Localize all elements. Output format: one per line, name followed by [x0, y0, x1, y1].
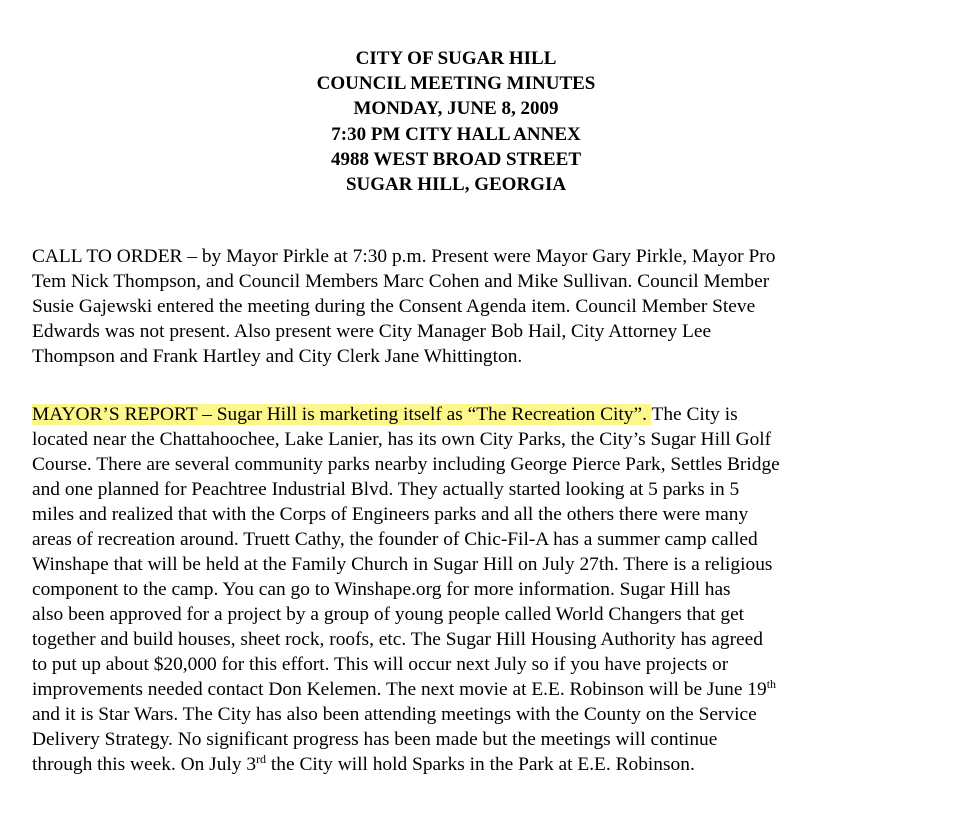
header-meeting-date: MONDAY, JUNE 8, 2009 — [353, 98, 559, 120]
paragraph-line — [32, 402, 912, 427]
paragraph-line — [32, 677, 912, 702]
document-header — [0, 46, 912, 197]
mayors-report-paragraph — [32, 402, 912, 777]
paragraph-line: component to the camp. You can go to Winshape.org for more information. Sugar Hill has — [32, 579, 731, 600]
paragraph-line: Tem Nick Thompson, and Council Members Marc Cohen and Mike Sullivan. Council Member — [32, 271, 770, 292]
paragraph-line: also been approved for a project by a group of young people called World Changers that get — [32, 604, 745, 625]
line-text: improvements needed contact Don Kelemen. The next movie at E.E. Robinson will be June 19 — [32, 679, 767, 700]
paragraph-line: located near the Chattahoochee, Lake Lanier, has its own City Parks, the City’s Sugar Hill Golf — [32, 429, 772, 450]
paragraph-line: together and build houses, sheet rock, roofs, etc. The Sugar Hill Housing Authority has agreed — [32, 629, 763, 650]
line-text: the City will hold Sparks in the Park at E.E. Robinson. — [266, 754, 695, 775]
header-city-state: SUGAR HILL, GEORGIA — [345, 174, 567, 196]
ordinal-suffix: rd — [256, 752, 267, 766]
highlighted-text: MAYOR’S REPORT – Sugar Hill is marketing itself as “The Recreation City”. — [32, 404, 652, 425]
header-meeting-time-location: 7:30 PM CITY HALL ANNEX — [331, 123, 581, 145]
header-city-name: CITY OF SUGAR HILL — [355, 48, 557, 69]
paragraph-line: areas of recreation around. Truett Cathy, the founder of Chic-Fil-A has a summer camp called — [32, 529, 758, 550]
paragraph-line: Delivery Strategy. No significant progress has been made but the meetings will continue — [32, 729, 718, 750]
ordinal-suffix: th — [766, 677, 777, 691]
paragraph-line: Thompson and Frank Hartley and City Clerk Jane Whittington. — [32, 346, 523, 367]
call-to-order-paragraph — [32, 244, 912, 369]
paragraph-line: Susie Gajewski entered the meeting during the Consent Agenda item. Council Member Steve — [32, 296, 756, 317]
paragraph-line — [32, 752, 912, 777]
paragraph-line: Edwards was not present. Also present were City Manager Bob Hail, City Attorney Lee — [32, 321, 712, 342]
line-text: through this week. On July 3 — [32, 754, 257, 775]
paragraph-line: CALL TO ORDER – by Mayor Pirkle at 7:30 p.m. Present were Mayor Gary Pirkle, Mayor Pro — [32, 246, 776, 267]
paragraph-line: miles and realized that with the Corps of Engineers parks and all the others there were many — [32, 504, 749, 525]
paragraph-line: Winshape that will be held at the Family Church in Sugar Hill on July 27th. There is a religious — [32, 554, 773, 575]
line-text: The City is — [651, 404, 738, 425]
header-document-title: COUNCIL MEETING MINUTES — [316, 73, 596, 95]
paragraph-line: and one planned for Peachtree Industrial Blvd. They actually started looking at 5 parks in 5 — [32, 479, 740, 500]
header-street-address: 4988 WEST BROAD STREET — [330, 148, 582, 170]
paragraph-line: to put up about $20,000 for this effort. This will occur next July so if you have projects or — [32, 654, 729, 675]
paragraph-line: Course. There are several community parks nearby including George Pierce Park, Settles Bridge — [32, 454, 780, 475]
paragraph-line: and it is Star Wars. The City has also been attending meetings with the County on the Service — [32, 704, 757, 725]
